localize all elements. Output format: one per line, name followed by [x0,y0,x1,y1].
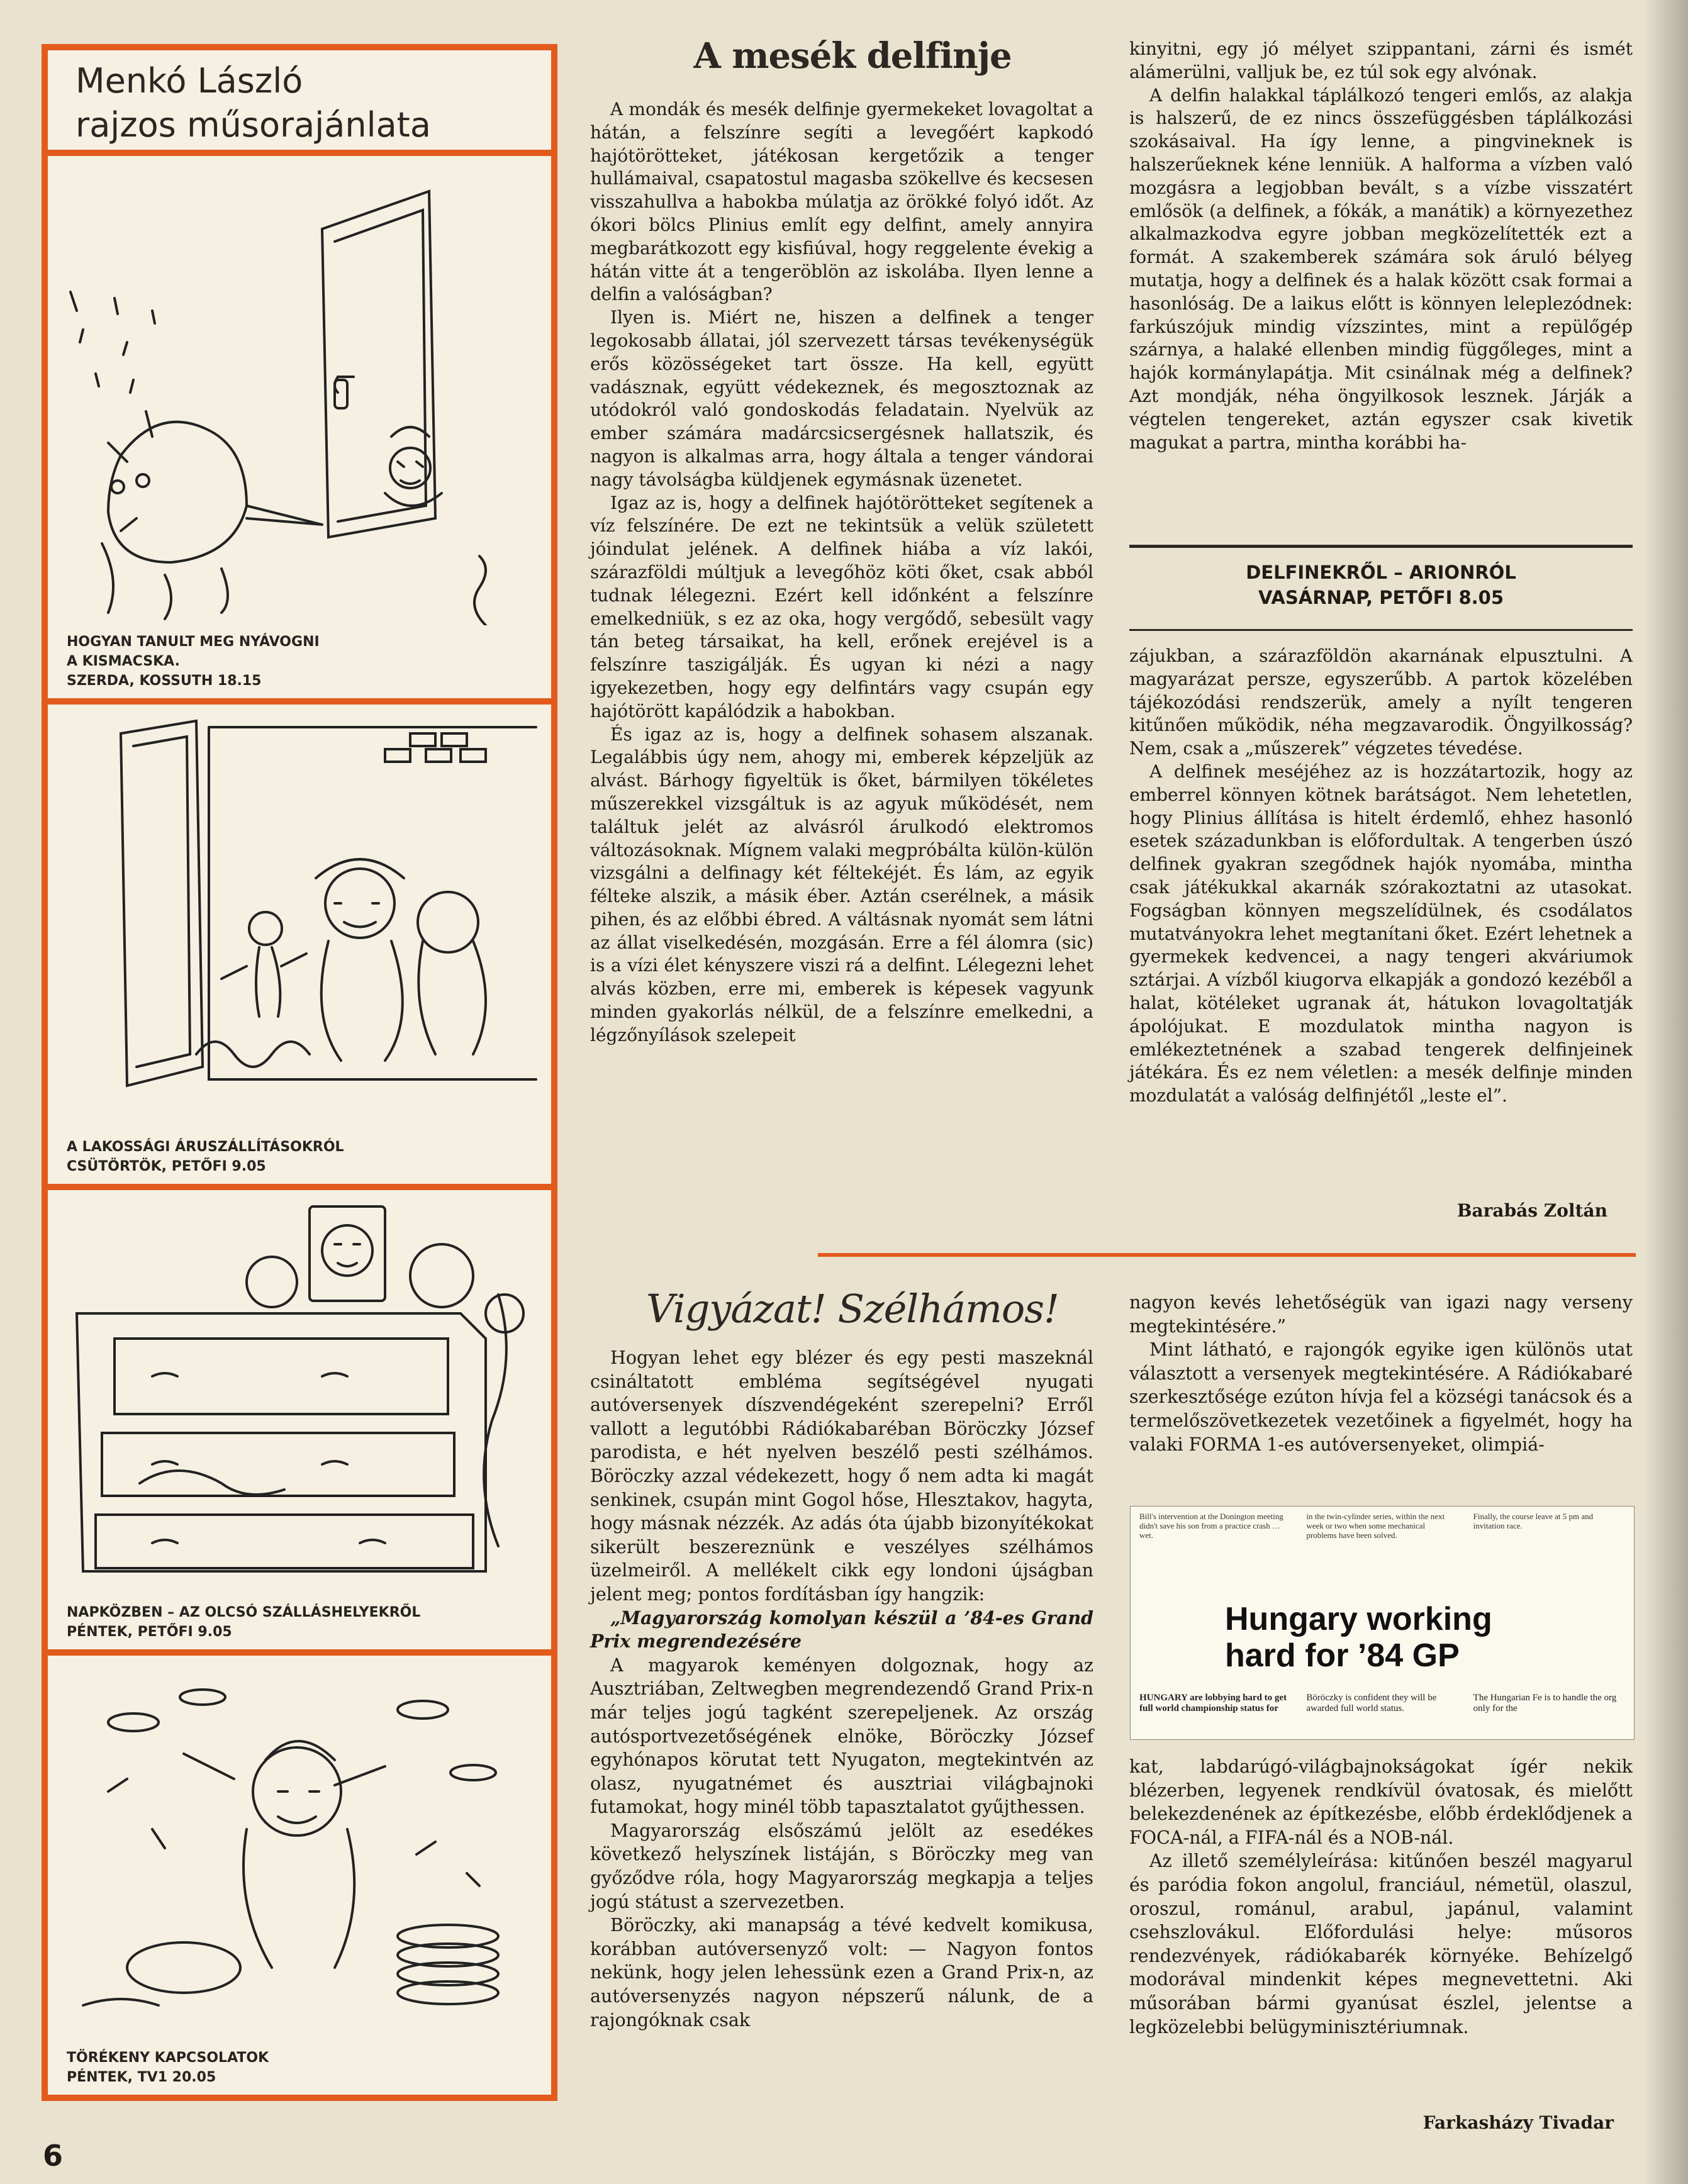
page-number: 6 [43,2139,64,2173]
article-paragraph: A magyarok keményen dolgoznak, hogy az Ausztriában, Zeltwegben megrendezendő Grand Prix-n már teljes jogú tagként szerepeljenek. Az ország autósportvezetőségének elnöke, Böröczky József egyhónapos körutat tett Nyugaton, megtekintvén az olasz, nyugatnémet és ausztriai világbajnoki futamokat, hogy minél több tapasztalatot gyűjthessen. [590,1654,1093,1818]
program-title: DELFINEKRŐL – ARIONRÓL [1246,562,1516,583]
cartoon-panel-delivery [48,705,551,1190]
article-paragraph: Böröczky, aki manapság a tévé kedvelt komikusa, korábban autóversenyző volt: — Nagyon fontos nekünk, hogy jelen lehessünk ezen a Grand Prix-n, az autóversenyzés nagyon népszerű nálunk, de a rajongóknak csak [590,1915,1093,2031]
article-paragraph: zájukban, a szárazföldön akarnának elpusztulni. A magyarázat persze, egyszerűbb. A partok közelében tájékozódási rendszerük, amely a nyílt tengeren kitűnően működik, néha megzavarodik. Öngyilkosság? Nem, csak a „műszerek” végzetes tévedése. [1129,645,1633,759]
article-separator [818,1253,1636,1257]
article-paragraph: kinyitni, egy jó mélyet szippantani, zárni és ismét alámerülni, valljuk be, ez túl sok egy alvónak. [1129,38,1633,82]
article-paragraph: Ilyen is. Miért ne, hiszen a delfinek a tenger legokosabb állatai, jól szervezett társas tevékenységük erős közösségeket tart össze. Ha kell, együtt vadásznak, együtt védekeznek, és megosztoznak az utódokról való gondoskodás feladatain. Nyelvük az ember számára madárcsicsergésnek hallatszik, és nagyon is alkalmas arra, hogy általa a tenger vándorai nagy távolságba küldjenek egymásnak üzenetet. [590,307,1093,490]
clipping-lead-text [1139,1693,1624,1714]
column-title-author: Menkó László [75,61,303,101]
article-paragraph: A delfinek meséjéhez az is hozzátartozik, hogy az emberrel könnyen kötnek barátságot. Nem lehetetlen, hogy Plinius állítása is hitelt érdemlő, ehhez hasonló esetek századunkban is előfordultak. A tengerben úszó delfinek gyakran szegődnek hajók nyomába, mintha csak játékukkal akarnák szórakoztatni az utasokat. Fogságban könnyen megszelídülnek, és csodálatos mutatványokra lehet megtanítani őket. Ezért lehetnek a gyermekek kedvencei, a nagy tengeri akváriumok sztárjai. A vízből kiugorva elkapják a gondozó kezéből a halat, kötéleket ugranak át, hátukon lovagoltatják ápolójukat. E mozdulatok mintha nagyon is emlékeztetnének a szabad tengerek delfinjeinek játékára. És ez nem véletlen: a mesék delfinje minden mozdulatát a valóság delfinjétől „leste el”. [1129,760,1633,1106]
panel-caption-kitten [67,632,532,691]
clipping-top-text [1139,1512,1624,1540]
article-dolphin-column-2-top [1129,38,1633,454]
clipping-headline-line: Hungary working [1225,1601,1492,1637]
cartoon-panel-kitten [48,156,551,705]
panel-caption-schedule: SZERDA, KOSSUTH 18.15 [67,673,262,689]
panel-caption-delivery [67,1137,532,1176]
clipping-text: Finally, the course leave at 5 pm and invitation race. [1473,1512,1594,1530]
article-swindler-column-2-top [1129,1291,1633,1456]
panel-caption-line: A KISMACSKA. [67,654,180,669]
clipping-text: in the twin-cylinder series, within the next week or two when some mechanical problems have been solved. [1306,1512,1445,1540]
column-title-subtitle: rajzos műsorajánlata [75,105,431,145]
section-divider [1129,545,1633,548]
panel-caption-schedule: PÉNTEK, PETŐFI 9.05 [67,1624,232,1640]
article-author-swindler: Farkasházy Tivadar [1423,2112,1614,2133]
cartoon-plates-illustration [58,1666,541,2018]
panel-caption-schedule: CSÜTÖRTÖK, PETŐFI 9.05 [67,1159,266,1174]
article-swindler-column-2-bottom [1129,1755,1633,2039]
clipping-text: HUNGARY are lobbying hard to get full world championship status for [1139,1693,1287,1713]
panel-caption-line: NAPKÖZBEN – AZ OLCSÓ SZÁLLÁSHELYEKRŐL [67,1605,421,1620]
clipping-text: Bill's intervention at the Donington meeting didn't save his son from a practice crash … wet. [1139,1512,1283,1540]
newspaper-clipping [1130,1506,1635,1740]
panel-caption-line: TÖRÉKENY KAPCSOLATOK [67,2050,269,2066]
article-paragraph: kat, labdarúgó-világbajnokságokat ígér nekik blézerben, legyenek rendkívül óvatosak, és mielőtt belekezdenének az építkezésbe, előbb érdeklődjenek a FOCA-nál, a FIFA-nál és a NOB-nál. [1129,1756,1633,1848]
article-dolphin-column-1 [590,98,1093,1047]
panel-caption-line: HOGYAN TANULT MEG NYÁVOGNI [67,634,320,650]
panel-caption-lodging [67,1603,532,1642]
clipping-headline-line: hard for ’84 GP [1225,1637,1460,1674]
program-listing-dolphin [1129,560,1633,610]
panel-caption-fragile [67,2048,532,2087]
article-dolphin-column-2-bottom [1129,645,1633,1108]
quoted-headline: „Magyarország komolyan készül a ’84-es Grand Prix megrendezésére [590,1607,1093,1652]
article-paragraph: A mondák és mesék delfinje gyermekeket lovagoltat a hátán, a felszínre segíti a levegőért kapkodó hajótörötteket, játékosan kergetőzik a tenger hullámaival, csapatostul magasba szökellve és kecsesen visszahullva a habokba múlatja az örökké folyó időt. Az ókori bölcs Plinius említ egy delfint, amely annyira megbarátkozott egy kisfiúval, hogy reggelente évekig a hátán vitte át a tengeröblön az iskolába. Ilyen lenne a delfin a valóságban? [590,99,1093,305]
article-paragraph: Hogyan lehet egy blézer és egy pesti maszeknál csináltatott embléma segítségével nyugati autóversenyek díszvendégeként szerepelni? Erről vallott a legutóbbi Rádiókabaréban Böröczky József parodista, e hét nyelven beszélő pesti szélhámos. Böröczky azzal védekezett, hogy ő nem adta ki magát senkinek, csupán mint Gogol hőse, Hlesztakov, hagyta, hogy másnak nézzék. Az adás óta újabb bizonyítékokat sikerült beszereznünk e veszélyes szélhámos üzelmeiről. A mellékelt cikk egy londoni újságban jelent meg; pontos fordításban így hangzik: [590,1347,1093,1605]
cartoon-panel-lodging [48,1190,551,1656]
article-paragraph: És igaz az is, hogy a delfinek sohasem alszanak. Legalábbis úgy nem, ahogy mi, emberek képzeljük az alvást. Bárhogy figyeltük is őket, bármilyen tökéletes műszerekkel vizsgáltuk is az agyuk működését, nem találtuk jelét az alvásról árulkodó elektromos változásoknak. Mígnem valaki megpróbálta külön-külön vizsgálni a delfinagy két féltekéjét. És lám, az egyik félteke alszik, a másik éber. Aztán cserélnek, a másik pihen, és az előbbi ébred. A váltásnak nyomát sem látni az állat viselkedésén, mozgásán. Erre a fél álomra (sic) is a vízi élet kényszere viszi rá a delfint. Lélegezni lehet alvás közben, erre mi, emberek is képesek vagyunk minden gyakorlás nélkül, de a felszínre emelkedni, a légzőnyílások szelepeit [590,723,1093,1045]
article-swindler-column-1 [590,1346,1093,2032]
clipping-text: Böröczky is confident they will be awarded full world status. [1306,1693,1437,1713]
cartoon-delivery-illustration [58,715,541,1098]
article-headline-swindler: Vigyázat! Szélhámos! [646,1286,1059,1332]
article-paragraph: Magyarország elsőszámú jelölt az esedékes következő helyszínek listáján, s Böröczky meg van győződve róla, hogy Magyarország megkapja a teljes jogú státust a szervezetben. [590,1820,1093,1912]
article-paragraph: Mint látható, e rajongók egyike igen különös utat választott a versenyek megtekintésére. A Rádiókabaré szerkesztősége ezúton hívja fel a községi tanácsok és a termelőszövetkezetek vezetőinek a figyelmét, hogy ha valaki FORMA 1-es autóversenyeket, olimpiá- [1129,1339,1633,1455]
article-author-dolphin: Barabás Zoltán [1456,1200,1607,1221]
cartoon-kitten-illustration [58,166,541,625]
cartoon-column [42,44,557,2101]
article-headline-dolphin: A mesék delfinje [693,35,1012,77]
article-paragraph: Az illető személyleírása: kitűnően beszél magyarul és paródia fokon angolul, franciául, németül, olaszul, oroszul, románul, arabul, japánul, valamint csehszlovákul. Előfordulási helye: műsoros rendezvények, rádiókabarék környéke. Behízelgő modorával mindenkit képes megnevettetni. Aki műsorában bármi gyanúsat észlel, jelentse a legközelebbi belügyminisztériumnak. [1129,1851,1633,2037]
page-gutter-shadow [1644,0,1688,2184]
article-paragraph: A delfin halakkal táplálkozó tengeri emlős, az alakja is halszerű, de ez nincs összefüggésben táplálkozási szokásaival. Ha így lenne, a pingvineknek is halszerűeknek kéne lenniük. A halforma a vízben való mozgásra a legjobban bevált, s a vízbe visszatért emlősök (a delfinek, a fókák, a manátik) a környezethez alkalmazkodva egyre jobban megközelítették ezt a formát. A szakemberek számára sok áruló bélyeg mutatja, hogy a delfinek és a halak között csak formai a hasonlóság. De a laikus előtt is könnyen leleplezódnek: farkúszójuk mindig vízszintes, mint a repülőgép szárnya, a halaké ellenben mindig függőleges, mint a hajók kormánylapátja. Mit csinálnak még a delfinek? Azt mondják, néha öngyilkosok lesznek. Járják a végtelen tengereket, aztán egyszer csak kivetik magukat a partra, mintha korábbi ha- [1129,84,1633,453]
program-schedule: VASÁRNAP, PETŐFI 8.05 [1258,587,1504,608]
column-title [48,50,551,156]
cartoon-panel-fragile [48,1656,551,2095]
article-paragraph: nagyon kevés lehetőségük van igazi nagy verseny megtekintésére.” [1129,1292,1633,1337]
cartoon-dresser-illustration [58,1200,541,1578]
panel-caption-schedule: PÉNTEK, TV1 20.05 [67,2070,216,2085]
article-paragraph: Igaz az is, hogy a delfinek hajótörötteket segítenek a víz felszínére. De ezt ne tekintsük a velük született jóindulat jelének. A delfinek hiába a víz lakói, szárazföldi múltjuk a levegőhöz köti őket, csak abból tudnak lélegezni. Ezért kell időnként a felszínre emelkedniük, s ez az oka, hogy vergődő, sebesült vagy tán beteg társaikat, ha kell, erőnek erejével is a felszínre taszigálják. És ugyan ki nézi a nagy igyekezetben, hogy egy delfintárs vagy csupán egy hajótörött kapálódzik a habokban. [590,492,1093,722]
section-divider [1129,629,1633,631]
clipping-headline [1225,1601,1615,1674]
panel-caption-line: A LAKOSSÁGI ÁRUSZÁLLÍTÁSOKRÓL [67,1139,344,1155]
clipping-text: The Hungarian Fe is to handle the org only for the [1473,1693,1617,1713]
